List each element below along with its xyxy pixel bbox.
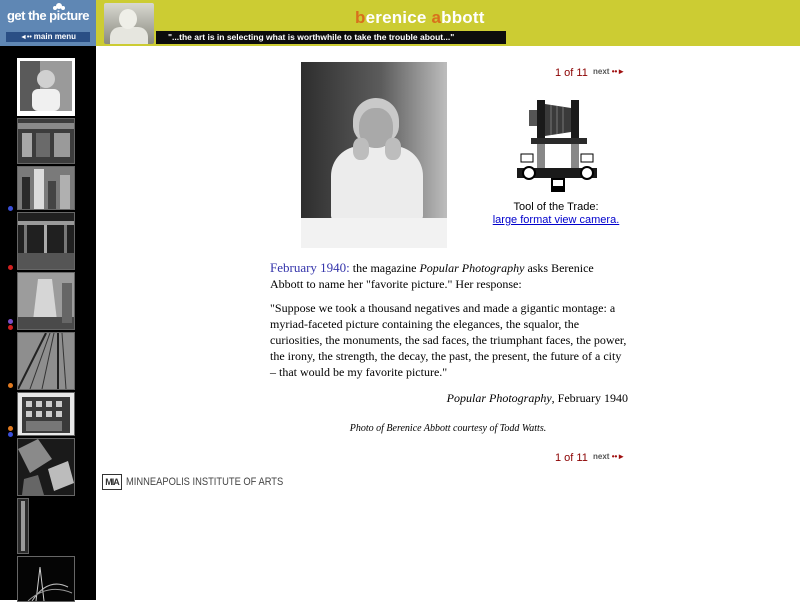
mia-mark: MIA <box>102 474 122 490</box>
indicator-dot-icon <box>8 383 13 388</box>
indicator-dot-icon <box>8 426 13 431</box>
view-camera-image[interactable] <box>515 98 599 196</box>
tool-caption-label: Tool of the Trade: <box>513 201 599 213</box>
page-counter: 1 of 11 <box>555 67 588 79</box>
arrow-right-icon: ••► <box>611 452 626 461</box>
indicator-dot-icon <box>8 319 13 324</box>
title-part-2: bbott <box>441 8 485 27</box>
view-camera-link[interactable]: large format view camera. <box>492 214 620 226</box>
logo-text: get the picture <box>6 8 90 23</box>
title-part-1: erenice <box>365 8 432 27</box>
intro-paragraph <box>270 260 628 292</box>
site-header <box>0 0 800 46</box>
quote-source <box>270 390 628 406</box>
pager-bottom <box>555 452 635 466</box>
story-text <box>270 260 628 406</box>
sidebar-thumb-bridge[interactable] <box>17 332 75 390</box>
intro-after: asks Berenice Abbott to name her "favorite picture." Her response: <box>270 261 594 291</box>
berenice-abbott-photo <box>301 62 447 248</box>
title-initial-1: b <box>355 8 366 27</box>
sidebar <box>0 46 96 600</box>
header-portrait-image <box>104 3 154 44</box>
sidebar-thumb-light-trails[interactable] <box>17 556 75 602</box>
next-link[interactable] <box>593 452 625 461</box>
tool-caption <box>486 201 626 227</box>
abbott-quote: "Suppose we took a thousand negatives and made a gigantic montage: a myriad-faceted picture containing the elegances, the squalor, the curiosities, the monuments, the sad faces, the triumphant faces, the power, the irony, the strength, the decay, the past, the present, the future of a city – that would be my favorite picture." <box>270 301 627 379</box>
source-magazine: Popular Photography <box>446 391 552 405</box>
site-logo[interactable] <box>0 0 96 46</box>
page-counter: 1 of 11 <box>555 452 588 464</box>
mia-name: MINNEAPOLIS INSTITUTE OF ARTS <box>126 476 284 488</box>
sidebar-thumb-building[interactable] <box>17 392 75 436</box>
date-lead: February 1940: <box>270 260 350 275</box>
arrow-left-icon: ◄•• <box>19 34 32 41</box>
header-quote: "...the art is in selecting what is worthwhile to take the trouble about..." <box>168 32 455 42</box>
main-menu-label: main menu <box>33 32 77 41</box>
sidebar-thumb-portrait[interactable] <box>17 58 75 116</box>
pager-top <box>555 67 635 81</box>
indicator-dot-icon <box>8 206 13 211</box>
indicator-dot-icon <box>8 432 13 437</box>
photo-credit: Photo of Berenice Abbott courtesy of Todd Watts. <box>349 423 547 434</box>
next-label: next <box>593 67 610 76</box>
source-date: , February 1940 <box>551 391 628 405</box>
arrow-right-icon: ••► <box>611 67 626 76</box>
sidebar-thumb-elevated-rail[interactable] <box>17 212 75 270</box>
page-title <box>355 8 485 28</box>
intro-magazine: Popular Photography <box>419 261 525 275</box>
sidebar-thumb-flatiron[interactable] <box>17 272 75 330</box>
mia-logo[interactable] <box>102 474 284 490</box>
sidebar-thumb-tower[interactable] <box>17 498 29 554</box>
intro-before: the magazine <box>349 261 420 275</box>
header-quote-bar <box>156 31 506 44</box>
indicator-dot-icon <box>8 265 13 270</box>
sidebar-thumb-skyline[interactable] <box>17 166 75 210</box>
next-label: next <box>593 452 610 461</box>
sidebar-thumb-storefront[interactable] <box>17 118 75 164</box>
title-initial-2: a <box>431 8 442 27</box>
indicator-dot-icon <box>8 325 13 330</box>
main-menu-button[interactable] <box>6 32 90 42</box>
next-link[interactable] <box>593 67 625 76</box>
sidebar-thumb-aerial[interactable] <box>17 438 75 496</box>
